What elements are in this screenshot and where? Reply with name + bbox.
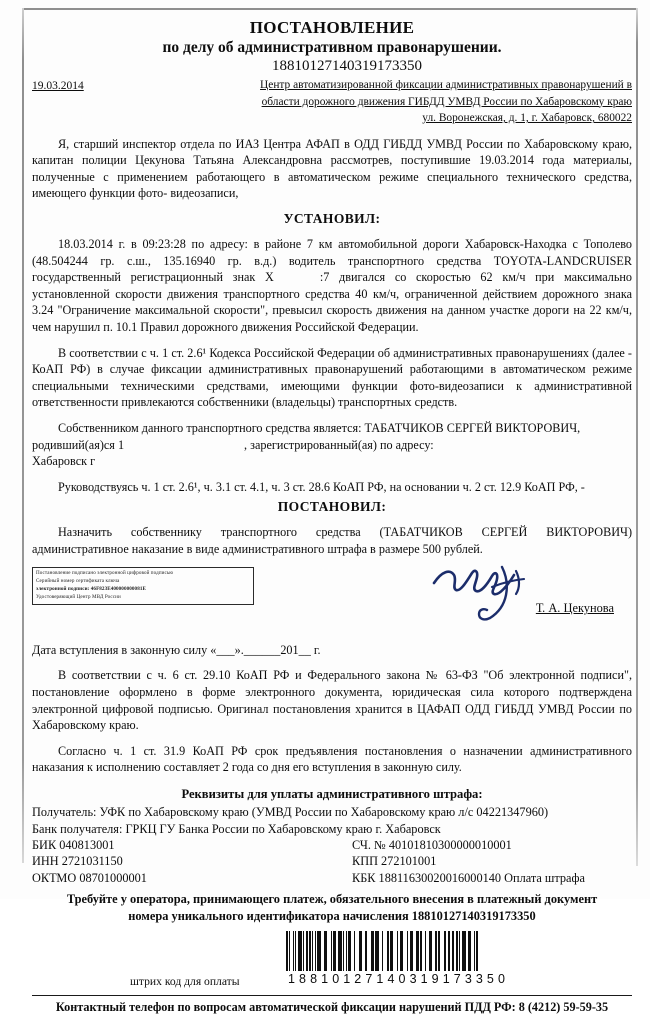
- owner-registered-label: , зарегистрированный(ая) по адресу:: [244, 437, 434, 452]
- preamble-paragraph: Я, старший инспектор отдела по ИАЗ Центра АФАП в ОДД ГИБДД УМВД России по Хабаровскому краю, капитан полиции Цекунова Татьяна Александровна рассмотрев, поступившие 19.03.2014 года материалы, полученные с применением работающего в автоматическом режиме специального технического средства, имеющего функции фото- видеозаписи,: [32, 136, 632, 201]
- uin-demand-line-1: Требуйте у оператора, принимающего платеж, обязательного внесения в платежный документ: [66, 892, 598, 907]
- document-subtitle: по делу об административном правонарушении.: [162, 39, 502, 56]
- handwritten-signature: [432, 561, 552, 623]
- requisites-row: [32, 870, 632, 886]
- header-row: [32, 77, 632, 127]
- requisites-account: СЧ. № 40101810300000010001: [352, 837, 512, 852]
- owner-intro: Собственником данного транспортного средства является:: [58, 420, 362, 435]
- violation-text-part2: двигался со скоростью 62 км/ч при максимально установленной скорости движения транспортного средства 40 км/ч, ограниченной действием дорожного знака 3.24 "Ограничение максимальной скорости", превысил скорость движения на данном участке дороги на 22 км/ч, чем нарушил п. 10.1 Правил дорожного движения Российской Федерации.: [32, 270, 632, 334]
- authority-line-1: Центр автоматизированной фиксации административных правонарушений в: [260, 79, 632, 91]
- barcode-digits: 18810127140319173350: [288, 972, 510, 987]
- requisites-row: [32, 837, 632, 853]
- plate-tail: :7: [319, 270, 330, 285]
- requisites-title: Реквизиты для уплаты административного штрафа:: [181, 787, 483, 802]
- guided-by-paragraph: Руководствуясь ч. 1 ст. 2.6¹, ч. 3.1 ст. 4.1, ч. 3 ст. 28.6 КоАП РФ, на основании ч. 2 ст. 12.9 КоАП РФ, -: [58, 479, 585, 494]
- issuing-authority: [232, 77, 632, 127]
- requisites-kbk: КБК 18811630020016000140 Оплата штрафа: [352, 870, 585, 885]
- page-edge-right: [636, 8, 638, 866]
- document-content: [32, 8, 632, 1015]
- established-heading: УСТАНОВИЛ:: [283, 210, 381, 226]
- violation-paragraph: [32, 236, 632, 336]
- requisites-recipient: Получатель: УФК по Хабаровскому краю (УМВД России по Хабаровскому краю л/с 04221347960): [32, 805, 549, 820]
- electronic-signature-stamp: [32, 567, 254, 605]
- owner-birth-value: 1: [117, 437, 125, 452]
- uin-demand-line-2: номера уникального идентификатора начисления 18810127140319173350: [128, 909, 536, 924]
- eds-line-3: электронной подписи: 46F823E400000000081E: [36, 585, 146, 592]
- document-date: 19.03.2014: [32, 80, 84, 92]
- page-title: ПОСТАНОВЛЕНИЕ: [249, 18, 415, 37]
- owner-address: Хабаровск г: [32, 454, 96, 469]
- eds-line-4: Удостоверяющий Центр МВД России: [36, 593, 121, 600]
- authority-line-2: области дорожного движения ГИБДД УМВД России по Хабаровскому краю: [261, 95, 632, 108]
- owner-paragraph: [32, 420, 632, 437]
- requisites-kpp: КПП 272101001: [352, 854, 437, 869]
- ruled-heading: ПОСТАНОВИЛ:: [277, 499, 387, 515]
- requisites-oktmo: ОКТМО 08701000001: [32, 870, 147, 885]
- requisites-bik: БИК 040813001: [32, 837, 115, 852]
- legal-basis-paragraph: В соответствии с ч. 1 ст. 2.6¹ Кодекса Российской Федерации об административных правонарушениях (далее - КоАП РФ) в случае фиксации административных правонарушений работающими в автоматическом режиме специальными техническими средствами, имеющими функции фото-видеозаписи к административной ответственности привлекаются собственники (владельцы) транспортных средств.: [32, 345, 632, 410]
- owner-name: ТАБАТЧИКОВ СЕРГЕЙ ВИКТОРОВИЧ,: [364, 420, 581, 435]
- payment-barcode: [286, 931, 509, 986]
- eds-line-1: Постановление подписано электронной цифровой подписью: [36, 570, 174, 577]
- enforcement-term-paragraph: Согласно ч. 1 ст. 31.9 КоАП РФ срок предъявления постановления о назначении административного наказания к исполнению составляет 2 года со дня его вступления в законную силу.: [32, 743, 632, 775]
- document-number: 18810127140319173350: [272, 58, 422, 74]
- eds-line-2: Серийный номер сертификата ключа: [36, 578, 120, 585]
- barcode-block: [32, 931, 632, 993]
- authority-address: ул. Воронежская, д. 1, г. Хабаровск, 680022: [422, 112, 632, 125]
- owner-details-line: [32, 437, 632, 454]
- owner-birth-label: родивший(ая)ся: [32, 437, 115, 452]
- barcode-bars: [286, 931, 509, 971]
- effective-date-line: Дата вступления в законную силу «___».______201__ г.: [32, 643, 321, 658]
- signature-area: [32, 565, 632, 641]
- electronic-document-paragraph: В соответствии с ч. 6 ст. 29.10 КоАП РФ и Федерального закона № 63-ФЗ "Об электронной подписи", постановление оформлено в форме электронного документа, юридическая сила которого подтверждена электронной цифровой подписью. Оригинал постановления хранится в ЦАФАП ОДД ГИБДД УМВД России по Хабаровскому краю.: [32, 668, 632, 733]
- barcode-label: штрих код для оплаты: [130, 975, 240, 989]
- footer-contact-phone: Контактный телефон по вопросам автоматической фиксации нарушений ПДД РФ: 8 (4212) 59-59-35: [55, 1000, 609, 1015]
- requisites-bank: Банк получателя: ГРКЦ ГУ Банка России по Хабаровскому краю г. Хабаровск: [32, 821, 441, 836]
- requisites-row: [32, 853, 632, 869]
- page-edge-left: [22, 8, 24, 863]
- decision-paragraph: Назначить собственнику транспортного средства (ТАБАТЧИКОВ СЕРГЕЙ ВИКТОРОВИЧ) административное наказание в виде административного штрафа в размере 500 рублей.: [32, 525, 632, 556]
- requisites-inn: ИНН 2721031150: [32, 854, 123, 869]
- violation-text-part1: 18.03.2014 г. в 09:23:28 по адресу: в районе 7 км автомобильной дороги Хабаровск-Находка с Тополево (48.504244 гр. с.ш., 135.16940 гр. в.д.) водитель транспортного средства TOYOTA-LANDCRUISER государственный регистрационный знак Х: [32, 236, 632, 285]
- signer-name: Т. А. Цекунова: [535, 601, 614, 616]
